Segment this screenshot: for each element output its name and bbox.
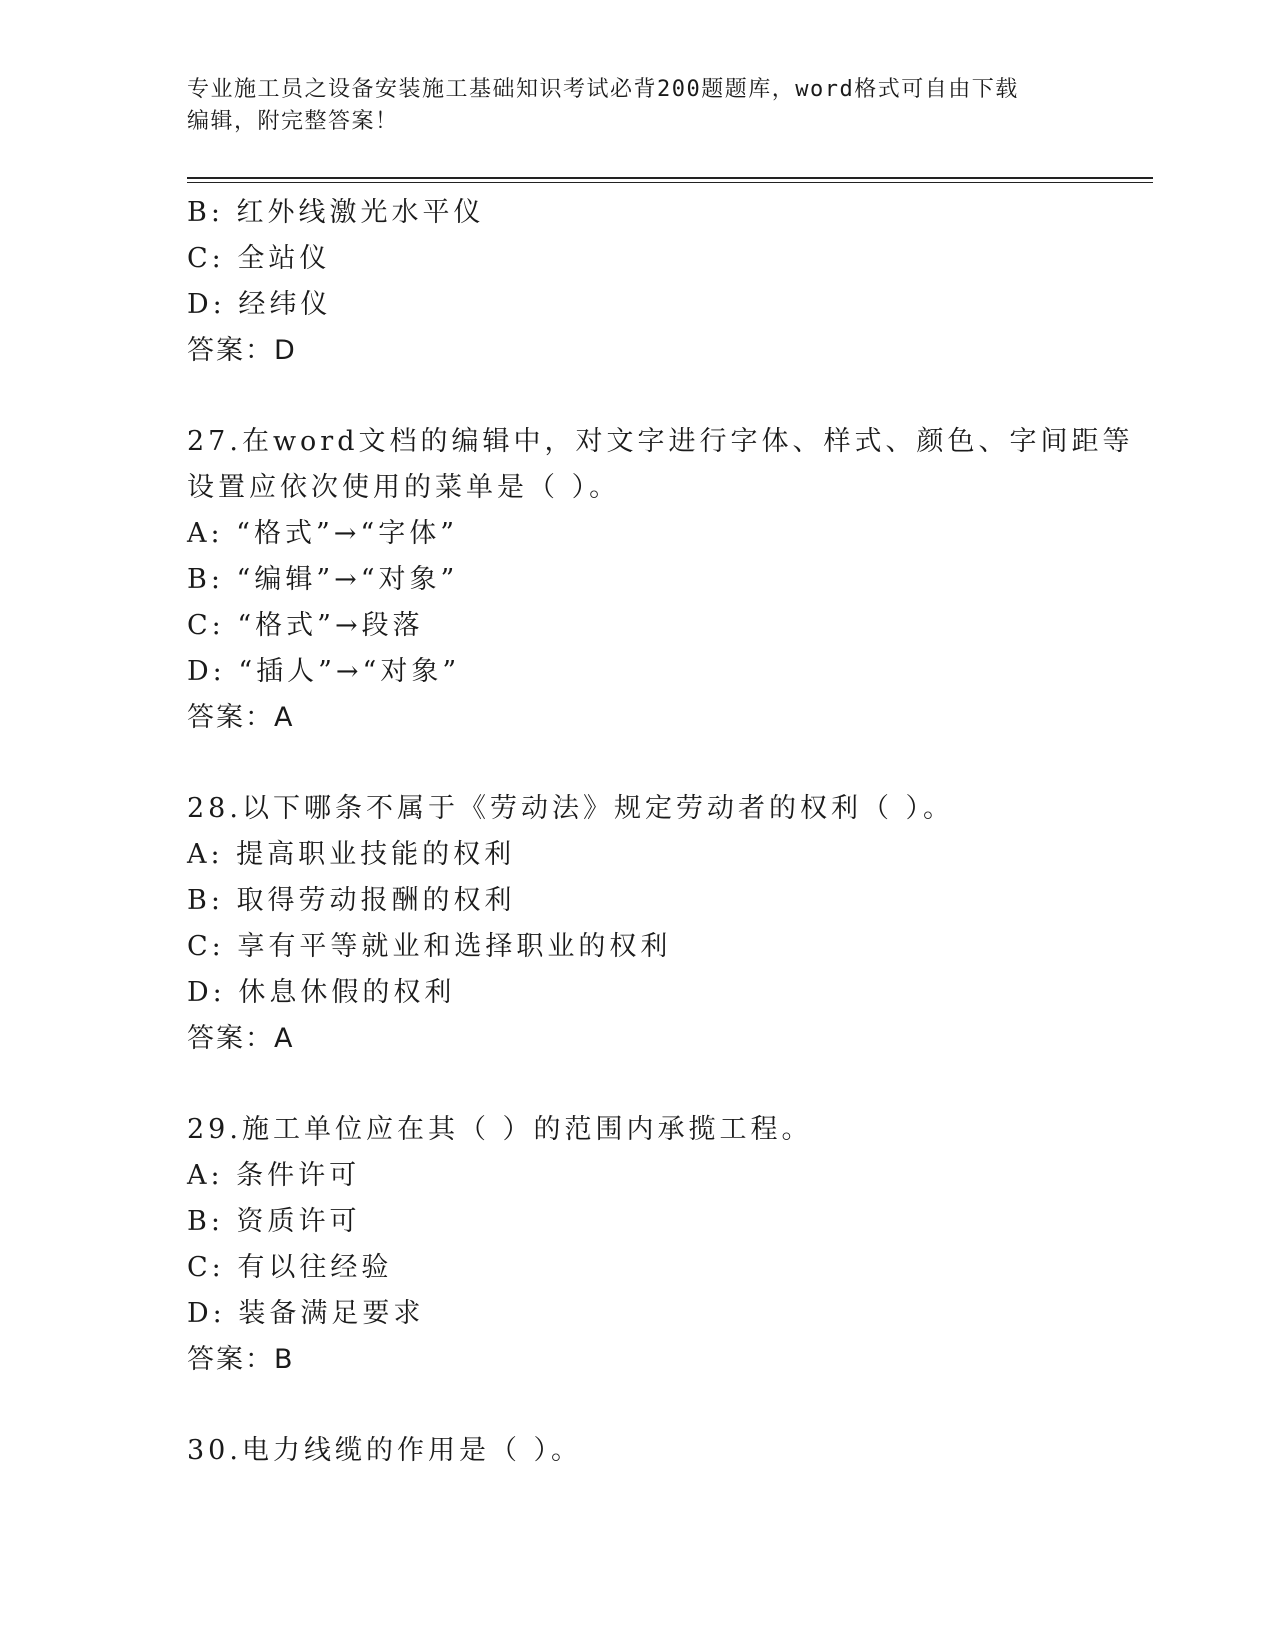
answer: 答案：B [187,1344,295,1375]
question-30 [187,1428,1147,1474]
answer: 答案：A [187,1023,295,1054]
option-a: A: “格式”→“字体” [187,518,459,549]
question-26 [187,190,1147,374]
header-line-2: 编辑，附完整答案！ [187,109,399,134]
option-b: B: 红外线激光水平仪 [187,197,485,228]
answer: 答案：D [187,335,297,366]
question-stem: 29.施工单位应在其（ ）的范围内承揽工程。 [187,1114,813,1145]
question-stem: 27.在word文档的编辑中，对文字进行字体、样式、颜色、字间距等 [187,426,1134,457]
option-a: A: 条件许可 [187,1160,361,1191]
option-a: A: 提高职业技能的权利 [187,839,516,870]
option-c: C: 享有平等就业和选择职业的权利 [187,931,672,962]
option-d: D: “插人”→“对象” [187,656,461,687]
question-29 [187,1107,1147,1383]
question-27 [187,419,1147,741]
option-c: C: 全站仪 [187,243,331,274]
option-b: B: 取得劳动报酬的权利 [187,885,516,916]
option-c: C: 有以往经验 [187,1252,393,1283]
option-b: B: “编辑”→“对象” [187,564,459,595]
header-line-1: 专业施工员之设备安装施工基础知识考试必背200题题库，word格式可自由下载 [187,77,1019,102]
option-d: D: 休息休假的权利 [187,977,456,1008]
question-stem: 30.电力线缆的作用是（ ）。 [187,1435,583,1466]
question-list [187,190,1147,1474]
question-28 [187,786,1147,1062]
option-c: C: “格式”→段落 [187,610,424,641]
header-rule-thick [187,177,1153,179]
option-d: D: 装备满足要求 [187,1298,425,1329]
header-rule-thin [187,182,1153,183]
option-b: B: 资质许可 [187,1206,361,1237]
option-d: D: 经纬仪 [187,289,332,320]
question-stem-cont: 设置应依次使用的菜单是（ ）。 [187,472,621,503]
document-header [187,74,1067,138]
question-stem: 28.以下哪条不属于《劳动法》规定劳动者的权利（ ）。 [187,793,955,824]
answer: 答案：A [187,702,295,733]
